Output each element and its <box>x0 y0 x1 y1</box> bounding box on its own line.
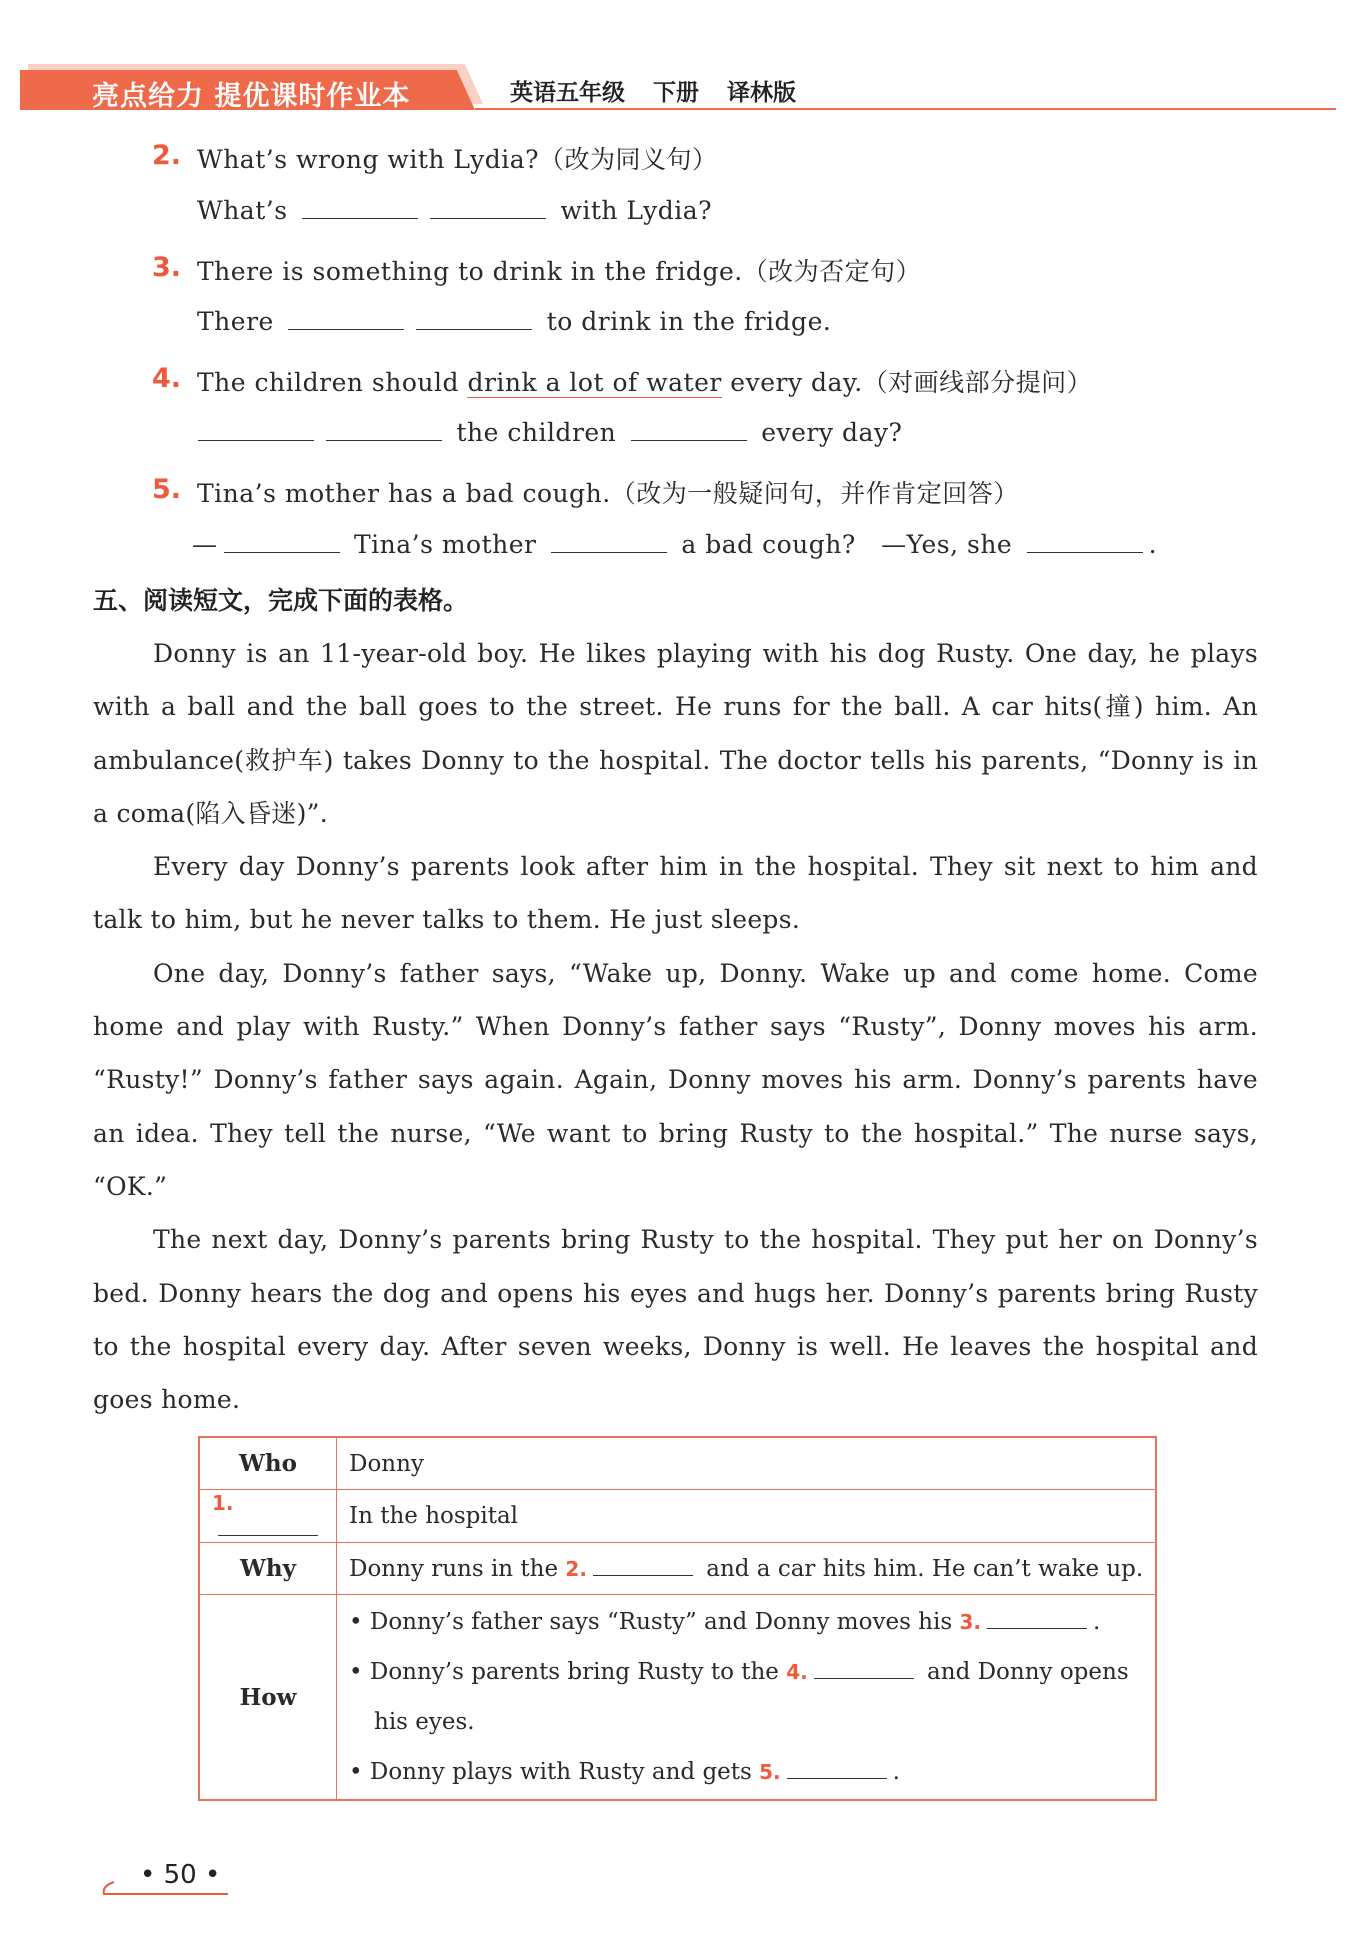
question-text: Tina’s mother has a bad cough.（改为一般疑问句，并作肯定回答） <box>197 479 1019 508</box>
answer-text: There <box>197 307 274 336</box>
table-cell <box>337 1595 1157 1801</box>
answer-blank[interactable] <box>551 530 667 553</box>
underlined-phrase: drink a lot of water <box>467 368 722 397</box>
header-rule <box>475 108 1336 110</box>
edition-label: 译林版 <box>727 80 796 106</box>
table-cell <box>337 1543 1157 1595</box>
passage-paragraph: Donny is an 11-year-old boy. He likes playing with his dog Rusty. One day, he plays with a ball and the ball goes to the street. He runs for the ball. A car hits(撞) him. An ambulance(救护车) takes Donny to the hospital. The doctor tells his parents, “Donny is in a coma(陷入昏迷)”. <box>93 639 1258 828</box>
answer-line <box>197 307 831 336</box>
table-row <box>199 1490 1156 1543</box>
answer-text: the children <box>456 418 617 447</box>
passage-paragraph: Every day Donny’s parents look after him in the hospital. They sit next to him and talk to him, but he never talks to them. He just sleeps. <box>93 852 1258 935</box>
page-header <box>20 64 1336 110</box>
answer-text: Tina’s mother <box>353 530 537 559</box>
answer-blank[interactable] <box>198 418 314 441</box>
cell-text: • Donny plays with Rusty and gets <box>349 1759 752 1785</box>
how-item <box>349 1647 1143 1697</box>
answer-blank[interactable] <box>302 196 418 219</box>
row-header-how: How <box>199 1595 337 1801</box>
brand-title: 亮点给力 提优课时作业本 <box>92 81 411 112</box>
question-number: 2. <box>152 140 182 171</box>
answer-blank[interactable] <box>430 196 546 219</box>
answer-blank[interactable] <box>326 418 442 441</box>
period: . <box>892 1759 900 1785</box>
cell-text: • Donny’s father says “Rusty” and Donny moves his <box>349 1609 953 1635</box>
answer-text: every day? <box>761 418 903 447</box>
answer-text: —Yes, she <box>881 530 1013 559</box>
question-text-pre: The children should <box>197 368 468 397</box>
answer-blank[interactable] <box>987 1610 1087 1629</box>
blank-number: 4. <box>786 1660 808 1684</box>
answer-blank[interactable] <box>224 530 340 553</box>
row-header-who: Who <box>199 1437 337 1490</box>
passage-paragraph: One day, Donny’s father says, “Wake up, Donny. Wake up and come home. Come home and play with Rusty.” When Donny’s father says “Rusty”, Donny moves his arm. “Rusty!” Donny’s father says again. Again, Donny moves his arm. Donny’s parents have an idea. They tell the nurse, “We want to bring Rusty to the hospital.” The nurse says, “OK.” <box>93 958 1258 1201</box>
question-number: 3. <box>152 252 182 283</box>
blank-number: 2. <box>565 1556 587 1581</box>
question-text-post: every day.（对画线部分提问） <box>721 368 1093 397</box>
book-info <box>510 74 824 107</box>
period: . <box>1092 1609 1101 1635</box>
answer-text: to drink in the fridge. <box>546 307 832 336</box>
reading-passage <box>93 627 1258 1426</box>
answer-blank[interactable] <box>593 1557 693 1576</box>
cell-text: Donny runs in the <box>349 1555 559 1582</box>
table-row <box>199 1543 1156 1595</box>
answer-blank[interactable] <box>416 307 532 330</box>
cell-text: and a car hits him. He can’t wake up. <box>706 1555 1144 1582</box>
subject-label: 英语五年级 <box>510 80 625 106</box>
answer-blank[interactable] <box>218 1517 318 1536</box>
blank-number: 3. <box>959 1610 981 1634</box>
answer-text: with Lydia? <box>560 196 713 225</box>
table-cell: In the hospital <box>337 1490 1157 1543</box>
how-item <box>349 1747 1143 1797</box>
answer-line <box>192 418 902 447</box>
answer-line <box>197 196 712 225</box>
answer-blank[interactable] <box>631 418 747 441</box>
how-item <box>349 1597 1143 1647</box>
answer-table <box>198 1436 1157 1801</box>
cell-text: and Donny opens <box>927 1659 1129 1685</box>
answer-blank[interactable] <box>288 307 404 330</box>
page-number: • 50 • <box>140 1860 221 1890</box>
period: . <box>1148 530 1158 559</box>
answer-line <box>192 530 1157 559</box>
question-text <box>197 363 1092 399</box>
volume-label: 下册 <box>653 80 699 106</box>
answer-text: a bad cough? <box>681 530 856 559</box>
answer-blank[interactable] <box>814 1660 914 1679</box>
row-header-blank <box>199 1490 337 1543</box>
answer-text: What’s <box>197 196 288 225</box>
row-header-why: Why <box>199 1543 337 1595</box>
question-number: 5. <box>152 474 182 505</box>
table-cell: Donny <box>337 1437 1157 1490</box>
how-item-continued: his eyes. <box>374 1709 475 1735</box>
section-title: 五、阅读短文，完成下面的表格。 <box>93 586 469 615</box>
question-text: There is something to drink in the fridge.（改为否定句） <box>197 257 922 286</box>
question-text: What’s wrong with Lydia?（改为同义句） <box>197 145 718 174</box>
answer-blank[interactable] <box>1027 530 1143 553</box>
blank-number: 1. <box>212 1491 234 1515</box>
table-row <box>199 1437 1156 1490</box>
cell-text: • Donny’s parents bring Rusty to the <box>349 1659 779 1685</box>
blank-number: 5. <box>759 1760 781 1784</box>
dash: — <box>192 530 218 559</box>
question-number: 4. <box>152 363 182 394</box>
table-row <box>199 1595 1156 1801</box>
passage-paragraph: The next day, Donny’s parents bring Rusty to the hospital. They put her on Donny’s bed. Donny hears the dog and opens his eyes and hugs her. Donny’s parents bring Rusty to the hospital every day. After seven weeks, Donny is well. He leaves the hospital and goes home. <box>93 1225 1258 1415</box>
answer-blank[interactable] <box>787 1760 887 1779</box>
